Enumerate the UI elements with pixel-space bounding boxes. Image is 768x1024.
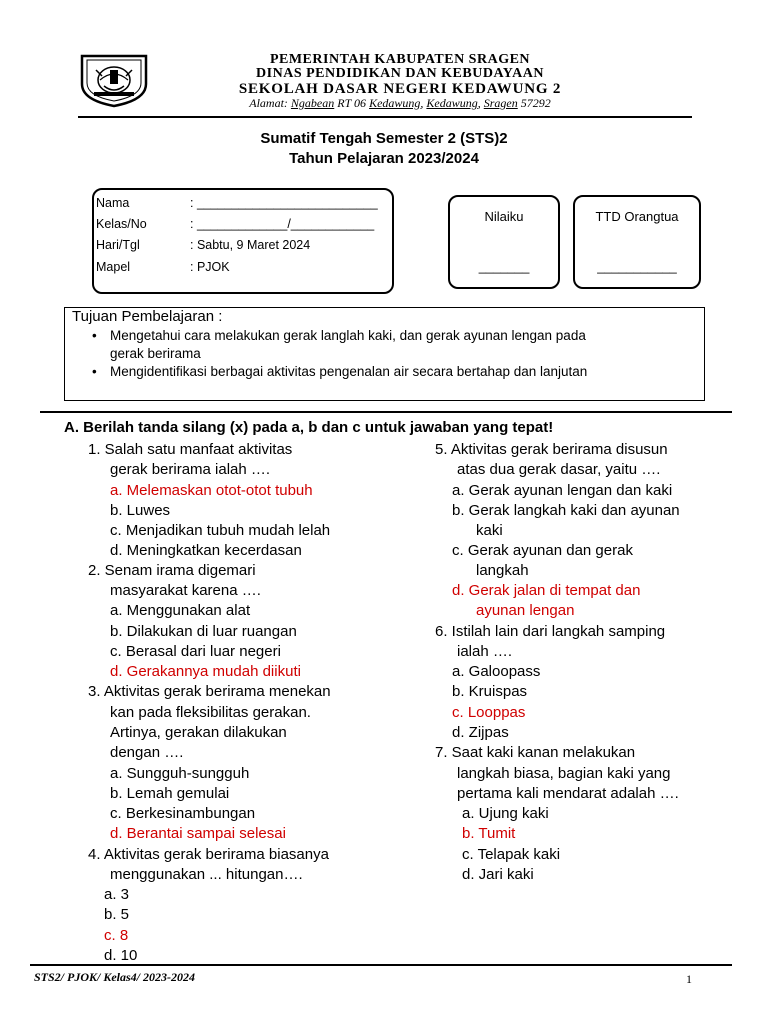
- footer-divider: [30, 964, 732, 966]
- q4-option-d[interactable]: d. 10: [104, 947, 138, 964]
- question-3: 3. Aktivitas gerak berirama menekan: [88, 683, 331, 700]
- exam-year: Tahun Pelajaran 2023/2024: [289, 150, 479, 167]
- parent-signature-box[interactable]: [573, 195, 701, 289]
- q1-option-a[interactable]: a. Melemaskan otot-otot tubuh: [110, 482, 313, 499]
- q4-option-a[interactable]: a. 3: [104, 886, 130, 903]
- footer-document-code: STS2/ PJOK/ Kelas4/ 2023-2024: [34, 970, 196, 984]
- question-5-cont: atas dua gerak dasar, yaitu ….: [457, 461, 661, 478]
- regency-crest-icon: [78, 50, 150, 108]
- q1-option-b[interactable]: b. Luwes: [110, 502, 171, 519]
- identity-field-name[interactable]: : __________________________: [190, 196, 378, 210]
- page-number: 1: [686, 972, 692, 986]
- address-district: Kedawung: [426, 96, 478, 110]
- section-a-instruction: A. Berilah tanda silang (x) pada a, b dan c untuk jawaban yang tepat!: [64, 419, 554, 436]
- q1-option-d[interactable]: d. Meningkatkan kecerdasan: [110, 542, 302, 559]
- objective-item: • Mengidentifikasi berbagai aktivitas pengenalan air secara bertahap dan lanjutan: [92, 364, 588, 379]
- signature-line: ___________: [597, 259, 677, 274]
- question-4: 4. Aktivitas gerak berirama biasanya: [88, 846, 329, 863]
- q2-option-a[interactable]: a. Menggunakan alat: [110, 602, 251, 619]
- address-rt: RT 06: [334, 96, 370, 110]
- header-address: [150, 96, 650, 111]
- identity-label-name: Nama: [96, 196, 130, 210]
- exam-title: Sumatif Tengah Semester 2 (STS)2: [260, 130, 508, 147]
- q7-option-d[interactable]: d. Jari kaki: [462, 866, 534, 883]
- question-3-cont: Artinya, gerakan dilakukan: [110, 724, 287, 741]
- q6-option-b[interactable]: b. Kruispas: [452, 683, 528, 700]
- objective-item-continuation: gerak berirama: [110, 346, 201, 361]
- q5-option-c-cont: langkah: [476, 562, 529, 579]
- q6-option-a[interactable]: a. Galoopass: [452, 663, 541, 680]
- header-department: DINAS PENDIDIKAN DAN KEBUDAYAAN: [256, 66, 544, 81]
- q7-option-a[interactable]: a. Ujung kaki: [462, 805, 549, 822]
- header-school-name: SEKOLAH DASAR NEGERI KEDAWUNG 2: [238, 81, 562, 97]
- question-1: 1. Salah satu manfaat aktivitas: [88, 441, 293, 458]
- q2-option-c[interactable]: c. Berasal dari luar negeri: [110, 643, 281, 660]
- q5-option-b[interactable]: b. Gerak langkah kaki dan ayunan: [452, 502, 680, 519]
- score-box[interactable]: [448, 195, 560, 289]
- identity-label-subject: Mapel: [96, 260, 131, 274]
- identity-field-date: : Sabtu, 9 Maret 2024: [190, 238, 311, 252]
- question-6: 6. Istilah lain dari langkah samping: [435, 623, 666, 640]
- q6-option-c[interactable]: c. Looppas: [452, 704, 526, 721]
- identity-field-class[interactable]: : _____________/____________: [190, 217, 375, 231]
- address-sep2: ,: [477, 96, 484, 110]
- address-postcode: 57292: [517, 96, 551, 110]
- bullet-icon: •: [92, 328, 97, 343]
- question-6-cont: ialah ….: [457, 643, 513, 660]
- q2-option-d[interactable]: d. Gerakannya mudah diikuti: [110, 663, 301, 680]
- q7-option-b[interactable]: b. Tumit: [462, 825, 516, 842]
- address-sep1: ,: [420, 96, 427, 110]
- identity-label-date: Hari/Tgl: [96, 238, 140, 252]
- question-5: 5. Aktivitas gerak berirama disusun: [435, 441, 668, 458]
- header-divider: [78, 116, 692, 118]
- identity-label-class: Kelas/No: [96, 217, 147, 231]
- q5-option-d[interactable]: d. Gerak jalan di tempat dan: [452, 582, 641, 599]
- q4-option-c[interactable]: c. 8: [104, 927, 129, 944]
- objective-item: • Mengetahui cara melakukan gerak langlah kaki, dan gerak ayunan lengan pada: [92, 328, 586, 343]
- q6-option-d[interactable]: d. Zijpas: [452, 724, 509, 741]
- q5-option-d-cont: ayunan lengan: [476, 602, 575, 619]
- address-hamlet: Kedawung: [369, 96, 421, 110]
- header-government: PEMERINTAH KABUPATEN SRAGEN: [269, 52, 531, 67]
- q3-option-a[interactable]: a. Sungguh-sungguh: [110, 765, 250, 782]
- signature-label: TTD Orangtua: [595, 209, 679, 224]
- identity-field-subject: : PJOK: [190, 260, 230, 274]
- score-line: _______: [478, 259, 530, 274]
- question-2-cont: masyarakat karena ….: [110, 582, 261, 599]
- question-1-cont: gerak berirama ialah ….: [110, 461, 271, 478]
- q2-option-b[interactable]: b. Dilakukan di luar ruangan: [110, 623, 297, 640]
- section-divider: [40, 411, 732, 413]
- address-prefix: Alamat:: [249, 96, 291, 110]
- address-village: Ngabean: [290, 96, 335, 110]
- bullet-icon: •: [92, 364, 97, 379]
- q3-option-c[interactable]: c. Berkesinambungan: [110, 805, 256, 822]
- question-7-cont: langkah biasa, bagian kaki yang: [457, 765, 671, 782]
- learning-objectives-title: Tujuan Pembelajaran :: [72, 308, 223, 325]
- address-regency: Sragen: [483, 96, 518, 110]
- q4-option-b[interactable]: b. 5: [104, 906, 130, 923]
- q3-option-b[interactable]: b. Lemah gemulai: [110, 785, 230, 802]
- question-7: 7. Saat kaki kanan melakukan: [435, 744, 636, 761]
- q5-option-b-cont: kaki: [476, 522, 503, 539]
- question-2: 2. Senam irama digemari: [88, 562, 256, 579]
- q5-option-a[interactable]: a. Gerak ayunan lengan dan kaki: [452, 482, 673, 499]
- q3-option-d[interactable]: d. Berantai sampai selesai: [110, 825, 286, 842]
- q5-option-c[interactable]: c. Gerak ayunan dan gerak: [452, 542, 633, 559]
- score-label: Nilaiku: [484, 209, 524, 224]
- question-4-cont: menggunakan ... hitungan….: [110, 866, 303, 883]
- question-3-cont: kan pada fleksibilitas gerakan.: [110, 704, 311, 721]
- q7-option-c[interactable]: c. Telapak kaki: [462, 846, 561, 863]
- q1-option-c[interactable]: c. Menjadikan tubuh mudah lelah: [110, 522, 331, 539]
- question-3-cont: dengan ….: [110, 744, 184, 761]
- question-7-cont: pertama kali mendarat adalah ….: [457, 785, 679, 802]
